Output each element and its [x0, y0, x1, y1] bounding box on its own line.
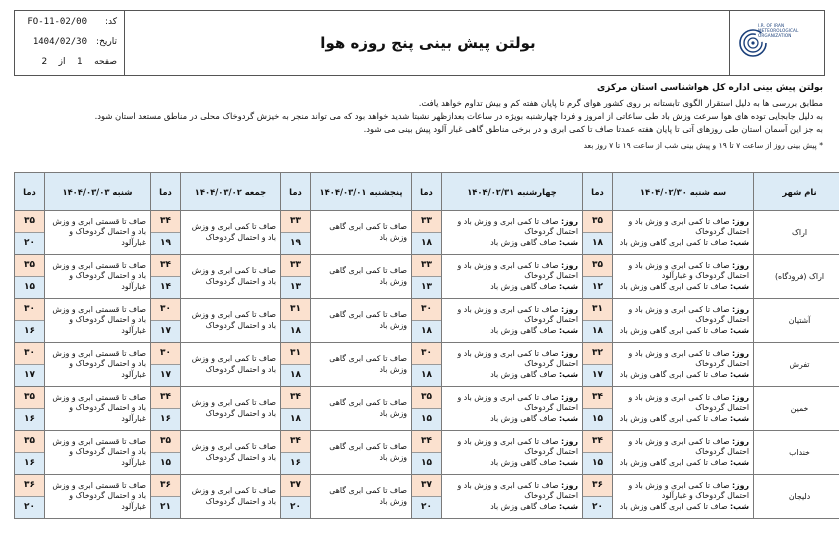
- forecast-text: صاف تا قسمتی ابری و وزش باد و احتمال گردوخاک و غبارآلود: [52, 260, 146, 291]
- code-value: FO-11-02/00: [27, 17, 87, 27]
- intro-line: به جز این آسمان استان طی روزهای آتی تا پایان هفته عمدتا صاف تا کمی ابری و در برخی مناطق گاهی غبار آلود پیش بینی می شود.: [363, 124, 823, 134]
- night-forecast: [617, 238, 749, 249]
- temperature-cell: [281, 255, 311, 299]
- day-forecast-text: صاف تا کمی ابری و وزش باد و احتمال گردوخاک: [628, 348, 749, 369]
- forecast-time-note: * پیش بینی روز از ساعت ۷ تا ۱۹ و پیش بینی شب از ساعت ۱۹ تا ۷ روز بعد: [583, 141, 823, 150]
- table-row: [15, 255, 839, 299]
- day-column-header: چهارشنبه ۱۴۰۴/۰۲/۳۱: [442, 173, 583, 211]
- min-temperature: ۱۸: [583, 321, 612, 343]
- min-temperature: ۱۶: [151, 409, 180, 431]
- night-forecast-text: صاف گاهی وزش باد: [490, 457, 557, 467]
- max-temperature: ۳۵: [151, 431, 180, 453]
- forecast-text: صاف تا قسمتی ابری و وزش باد و احتمال گردوخاک و غبارآلود: [52, 216, 146, 247]
- page-current: 1: [76, 57, 83, 67]
- forecast-description: [442, 211, 583, 255]
- bulletin-title: بولتن پیش بینی پنج روزه هوا: [320, 34, 536, 52]
- forecast-text: صاف تا قسمتی ابری و وزش باد و احتمال گردوخاک و غبارآلود: [52, 392, 146, 423]
- day-column-header: سه شنبه ۱۴۰۴/۰۲/۳۰: [613, 173, 754, 211]
- night-prefix: شب:: [729, 369, 749, 379]
- forecast-description: [442, 475, 583, 519]
- min-temperature: ۲۱: [151, 497, 180, 519]
- forecast-text: صاف تا کمی ابری و وزش باد و احتمال گردوخاک: [191, 354, 276, 374]
- day-forecast-text: صاف تا کمی ابری و وزش باد و احتمال گردوخاک: [628, 436, 749, 457]
- temp-column-header: دما: [412, 173, 442, 211]
- max-temperature: ۳۵: [15, 211, 44, 233]
- max-temperature: ۳۴: [281, 431, 310, 453]
- forecast-description: [45, 343, 151, 387]
- temperature-cell: [15, 299, 45, 343]
- max-temperature: ۳۴: [151, 255, 180, 277]
- night-prefix: شب:: [729, 237, 749, 247]
- temperature-cell: [583, 475, 613, 519]
- night-forecast: [446, 238, 578, 249]
- forecast-description: [45, 255, 151, 299]
- night-forecast-text: صاف گاهی وزش باد: [490, 237, 557, 247]
- night-forecast: [617, 370, 749, 381]
- night-prefix: شب:: [729, 325, 749, 335]
- temperature-cell: [151, 299, 181, 343]
- day-prefix: روز:: [732, 348, 749, 358]
- max-temperature: ۳۵: [15, 387, 44, 409]
- forecast-description: [311, 211, 412, 255]
- max-temperature: ۳۵: [15, 255, 44, 277]
- city-name: اراک: [754, 211, 839, 255]
- forecast-description: [442, 255, 583, 299]
- city-name: خنداب: [754, 431, 839, 475]
- max-temperature: ۳۷: [412, 475, 441, 497]
- table-row: [15, 475, 839, 519]
- day-prefix: روز:: [732, 480, 749, 490]
- night-forecast-text: صاف تا کمی ابری گاهی وزش باد: [619, 413, 728, 423]
- day-prefix: روز:: [732, 392, 749, 402]
- temperature-cell: [15, 387, 45, 431]
- day-forecast-text: صاف تا کمی ابری و وزش باد و احتمال گردوخاک: [457, 480, 578, 501]
- forecast-description: [311, 343, 412, 387]
- min-temperature: ۱۵: [412, 453, 441, 475]
- night-forecast-text: صاف گاهی وزش باد: [490, 369, 557, 379]
- day-forecast-text: صاف تا کمی ابری و وزش باد و احتمال گردوخاک: [457, 260, 578, 281]
- day-prefix: روز:: [561, 392, 578, 402]
- min-temperature: ۱۶: [281, 453, 310, 475]
- temperature-cell: [281, 387, 311, 431]
- day-forecast-text: صاف تا کمی ابری و وزش باد و احتمال گردوخاک: [457, 304, 578, 325]
- min-temperature: ۱۴: [151, 277, 180, 299]
- day-forecast: [617, 305, 749, 326]
- night-forecast: [617, 502, 749, 513]
- day-forecast: [617, 393, 749, 414]
- max-temperature: ۳۰: [15, 343, 44, 365]
- forecast-description: [311, 475, 412, 519]
- min-temperature: ۱۸: [281, 409, 310, 431]
- forecast-text: صاف تا قسمتی ابری و وزش باد و احتمال گردوخاک و غبارآلود: [52, 436, 146, 467]
- forecast-text: صاف تا کمی ابری و وزش باد و احتمال گردوخاک: [191, 310, 276, 330]
- city-column-header: نام شهر: [754, 173, 839, 211]
- temperature-cell: [583, 387, 613, 431]
- max-temperature: ۳۶: [151, 475, 180, 497]
- min-temperature: ۱۷: [583, 365, 612, 387]
- day-prefix: روز:: [732, 216, 749, 226]
- forecast-text: صاف تا کمی ابری و وزش باد و احتمال گردوخاک: [191, 398, 276, 418]
- max-temperature: ۳۴: [583, 387, 612, 409]
- min-temperature: ۱۶: [15, 453, 44, 475]
- forecast-text: صاف تا کمی ابری گاهی وزش باد: [329, 442, 407, 462]
- day-prefix: روز:: [732, 304, 749, 314]
- forecast-table-body: [15, 211, 839, 519]
- forecast-description: [181, 343, 281, 387]
- city-name: تفرش: [754, 343, 839, 387]
- table-row: [15, 387, 839, 431]
- forecast-text: صاف تا کمی ابری و وزش باد و احتمال گردوخاک: [191, 222, 276, 242]
- forecast-text: صاف تا کمی ابری و وزش باد و احتمال گردوخاک: [191, 266, 276, 286]
- night-forecast: [617, 414, 749, 425]
- min-temperature: ۱۵: [15, 277, 44, 299]
- temperature-cell: [583, 299, 613, 343]
- max-temperature: ۳۵: [583, 211, 612, 233]
- day-forecast: [446, 393, 578, 414]
- night-forecast-text: صاف تا کمی ابری گاهی وزش باد: [619, 325, 728, 335]
- night-forecast-text: صاف گاهی وزش باد: [490, 501, 557, 511]
- max-temperature: ۳۴: [583, 431, 612, 453]
- max-temperature: ۳۰: [15, 299, 44, 321]
- forecast-description: [181, 431, 281, 475]
- temp-column-header: دما: [15, 173, 45, 211]
- max-temperature: ۳۳: [281, 211, 310, 233]
- min-temperature: ۱۸: [412, 233, 441, 255]
- forecast-description: [181, 475, 281, 519]
- forecast-description: [613, 299, 754, 343]
- date-row: [15, 37, 123, 47]
- max-temperature: ۳۲: [583, 343, 612, 365]
- min-temperature: ۱۹: [281, 233, 310, 255]
- temperature-cell: [412, 343, 442, 387]
- min-temperature: ۱۲: [583, 277, 612, 299]
- day-forecast-text: صاف تا کمی ابری و وزش باد و احتمال گردوخاک: [628, 392, 749, 413]
- forecast-description: [613, 387, 754, 431]
- night-prefix: شب:: [729, 281, 749, 291]
- day-column-header: جمعه ۱۴۰۴/۰۳/۰۲: [181, 173, 281, 211]
- bulletin-header: [14, 10, 825, 76]
- night-forecast: [617, 326, 749, 337]
- night-forecast: [446, 326, 578, 337]
- day-forecast: [617, 349, 749, 370]
- date-label: تاریخ:: [96, 37, 117, 47]
- day-column-header: پنجشنبه ۱۴۰۴/۰۳/۰۱: [311, 173, 412, 211]
- forecast-description: [613, 431, 754, 475]
- temperature-cell: [281, 475, 311, 519]
- night-forecast-text: صاف تا کمی ابری گاهی وزش باد: [619, 501, 728, 511]
- day-forecast-text: صاف تا کمی ابری و وزش باد و احتمال گردوخاک: [457, 436, 578, 457]
- night-prefix: شب:: [558, 237, 578, 247]
- night-prefix: شب:: [558, 501, 578, 511]
- temperature-cell: [412, 431, 442, 475]
- day-forecast: [446, 305, 578, 326]
- max-temperature: ۳۴: [412, 431, 441, 453]
- max-temperature: ۳۳: [281, 255, 310, 277]
- day-forecast: [446, 349, 578, 370]
- min-temperature: ۱۸: [412, 321, 441, 343]
- temperature-cell: [151, 387, 181, 431]
- city-name: دلیجان: [754, 475, 839, 519]
- code-row: [15, 17, 123, 27]
- max-temperature: ۳۱: [281, 299, 310, 321]
- temperature-cell: [281, 299, 311, 343]
- forecast-description: [442, 299, 583, 343]
- forecast-description: [45, 211, 151, 255]
- day-forecast: [617, 437, 749, 458]
- page-row: [15, 57, 123, 67]
- forecast-description: [442, 431, 583, 475]
- night-forecast: [446, 414, 578, 425]
- day-forecast: [617, 261, 749, 282]
- page-label: صفحه: [94, 57, 117, 67]
- code-label: کد:: [104, 17, 117, 27]
- max-temperature: ۳۶: [15, 475, 44, 497]
- min-temperature: ۱۵: [583, 409, 612, 431]
- temperature-cell: [281, 431, 311, 475]
- day-forecast: [446, 437, 578, 458]
- forecast-description: [181, 255, 281, 299]
- temperature-cell: [412, 387, 442, 431]
- temperature-cell: [15, 255, 45, 299]
- forecast-text: صاف تا کمی ابری گاهی وزش باد: [329, 310, 407, 330]
- temperature-cell: [15, 343, 45, 387]
- forecast-text: صاف تا کمی ابری گاهی وزش باد: [329, 398, 407, 418]
- forecast-text: صاف تا کمی ابری گاهی وزش باد: [329, 486, 407, 506]
- temperature-cell: [281, 211, 311, 255]
- day-forecast: [617, 481, 749, 502]
- min-temperature: ۱۸: [281, 321, 310, 343]
- min-temperature: ۱۷: [15, 365, 44, 387]
- night-forecast-text: صاف گاهی وزش باد: [490, 281, 557, 291]
- temp-column-header: دما: [151, 173, 181, 211]
- temperature-cell: [15, 211, 45, 255]
- day-prefix: روز:: [732, 260, 749, 270]
- forecast-text: صاف تا کمی ابری و وزش باد و احتمال گردوخاک: [191, 486, 276, 506]
- min-temperature: ۱۵: [583, 453, 612, 475]
- temperature-cell: [151, 475, 181, 519]
- forecast-description: [45, 431, 151, 475]
- temperature-cell: [412, 211, 442, 255]
- min-temperature: ۱۳: [281, 277, 310, 299]
- min-temperature: ۱۳: [412, 277, 441, 299]
- min-temperature: ۲۰: [281, 497, 310, 519]
- city-name: آشتیان: [754, 299, 839, 343]
- night-prefix: شب:: [729, 501, 749, 511]
- forecast-text: صاف تا قسمتی ابری و وزش باد و احتمال گردوخاک و غبارآلود: [52, 304, 146, 335]
- temperature-cell: [15, 475, 45, 519]
- max-temperature: ۳۱: [281, 343, 310, 365]
- forecast-description: [311, 299, 412, 343]
- temperature-cell: [151, 343, 181, 387]
- table-row: [15, 431, 839, 475]
- day-prefix: روز:: [561, 304, 578, 314]
- forecast-description: [181, 299, 281, 343]
- min-temperature: ۱۶: [15, 409, 44, 431]
- day-forecast-text: صاف تا کمی ابری و وزش باد و احتمال گردوخاک: [457, 216, 578, 237]
- day-prefix: روز:: [561, 436, 578, 446]
- min-temperature: ۱۸: [281, 365, 310, 387]
- table-row: [15, 299, 839, 343]
- min-temperature: ۱۸: [412, 365, 441, 387]
- temperature-cell: [281, 343, 311, 387]
- forecast-text: صاف تا کمی ابری گاهی وزش باد: [329, 266, 407, 286]
- min-temperature: ۲۰: [412, 497, 441, 519]
- min-temperature: ۱۸: [583, 233, 612, 255]
- forecast-description: [181, 387, 281, 431]
- page-total: 2: [41, 57, 48, 67]
- max-temperature: ۳۰: [151, 299, 180, 321]
- temperature-cell: [412, 299, 442, 343]
- forecast-description: [45, 475, 151, 519]
- max-temperature: ۳۶: [583, 475, 612, 497]
- max-temperature: ۳۵: [412, 387, 441, 409]
- night-forecast: [446, 282, 578, 293]
- city-name: خمین: [754, 387, 839, 431]
- forecast-description: [613, 255, 754, 299]
- temperature-cell: [583, 211, 613, 255]
- temperature-cell: [151, 431, 181, 475]
- night-forecast: [617, 458, 749, 469]
- day-forecast-text: صاف تا کمی ابری و وزش باد و احتمال گردوخاک: [457, 348, 578, 369]
- max-temperature: ۳۴: [151, 211, 180, 233]
- temp-column-header: دما: [583, 173, 613, 211]
- forecast-description: [45, 299, 151, 343]
- forecast-text: صاف تا قسمتی ابری و وزش باد و احتمال گردوخاک و غبارآلود: [52, 480, 146, 511]
- forecast-description: [613, 475, 754, 519]
- max-temperature: ۳۵: [583, 255, 612, 277]
- forecast-description: [311, 255, 412, 299]
- night-prefix: شب:: [558, 281, 578, 291]
- temperature-cell: [15, 431, 45, 475]
- night-forecast-text: صاف تا کمی ابری گاهی وزش باد: [619, 237, 728, 247]
- logo-cell: [729, 11, 824, 75]
- date-value: 1404/02/30: [32, 37, 87, 47]
- max-temperature: ۳۰: [151, 343, 180, 365]
- max-temperature: ۳۵: [15, 431, 44, 453]
- night-forecast: [446, 370, 578, 381]
- temperature-cell: [583, 343, 613, 387]
- night-prefix: شب:: [558, 457, 578, 467]
- forecast-text: صاف تا کمی ابری و وزش باد و احتمال گردوخاک: [191, 442, 276, 462]
- day-forecast-text: صاف تا کمی ابری و وزش باد و احتمال گردوخاک و غبارآلود: [628, 480, 749, 501]
- min-temperature: ۱۵: [151, 453, 180, 475]
- max-temperature: ۳۳: [412, 255, 441, 277]
- min-temperature: ۱۹: [151, 233, 180, 255]
- day-forecast: [446, 261, 578, 282]
- forecast-description: [311, 387, 412, 431]
- night-forecast: [446, 502, 578, 513]
- intro-line: به دلیل جابجایی توده های هوا سرعت وزش باد طی ساعاتی از امروز و فردا چهارشنبه بویژه در ساعات بعدازظهر نشبتا شدید خواهد بود که می تواند منجر به خیزش گردوخاک محلی در مناطق مستعد استان شود.: [94, 111, 823, 121]
- night-forecast-text: صاف تا کمی ابری گاهی وزش باد: [619, 457, 728, 467]
- intro-line: مطابق بررسی ها به دلیل استقرار الگوی تابستانه بر روی کشور هوای گرم تا پایان هفته کم و بیش تداوم خواهد یافت.: [418, 98, 823, 108]
- forecast-table: [14, 172, 839, 519]
- day-prefix: روز:: [561, 480, 578, 490]
- day-forecast-text: صاف تا کمی ابری و وزش باد و احتمال گردوخاک: [457, 392, 578, 413]
- min-temperature: ۲۰: [15, 497, 44, 519]
- night-prefix: شب:: [558, 413, 578, 423]
- night-forecast: [446, 458, 578, 469]
- day-forecast: [446, 217, 578, 238]
- logo-text: I.R. OF IRAN METEOROLOGICAL ORGANIZATION: [758, 23, 799, 38]
- day-forecast-text: صاف تا کمی ابری و وزش باد و احتمال گردوخاک: [628, 216, 749, 237]
- forecast-description: [311, 431, 412, 475]
- day-forecast-text: صاف تا کمی ابری و وزش باد و احتمال گردوخاک و غبارآلود: [628, 260, 749, 281]
- max-temperature: ۳۴: [151, 387, 180, 409]
- temperature-cell: [583, 255, 613, 299]
- min-temperature: ۱۵: [412, 409, 441, 431]
- table-row: [15, 343, 839, 387]
- max-temperature: ۳۴: [281, 387, 310, 409]
- temp-column-header: دما: [281, 173, 311, 211]
- day-prefix: روز:: [561, 348, 578, 358]
- city-name: اراک (فرودگاه): [754, 255, 839, 299]
- temperature-cell: [151, 211, 181, 255]
- page-of: از: [58, 57, 66, 67]
- night-forecast-text: صاف تا کمی ابری گاهی وزش باد: [619, 281, 728, 291]
- night-forecast-text: صاف گاهی وزش باد: [490, 325, 557, 335]
- night-forecast: [617, 282, 749, 293]
- forecast-description: [45, 387, 151, 431]
- intro-section: [23, 82, 823, 152]
- day-forecast-text: صاف تا کمی ابری و وزش باد و احتمال گردوخاک: [628, 304, 749, 325]
- intro-heading: بولتن پیش بینی اداره کل هواشناسی استان مرکزی: [596, 83, 823, 93]
- temperature-cell: [151, 255, 181, 299]
- min-temperature: ۱۷: [151, 365, 180, 387]
- forecast-description: [442, 387, 583, 431]
- document-info: [15, 11, 125, 75]
- forecast-description: [613, 211, 754, 255]
- min-temperature: ۲۰: [15, 233, 44, 255]
- forecast-text: صاف تا قسمتی ابری و وزش باد و احتمال گردوخاک و غبارآلود: [52, 348, 146, 379]
- forecast-description: [181, 211, 281, 255]
- day-forecast: [446, 481, 578, 502]
- day-prefix: روز:: [561, 216, 578, 226]
- night-prefix: شب:: [558, 369, 578, 379]
- day-column-header: شنبه ۱۴۰۴/۰۳/۰۳: [45, 173, 151, 211]
- night-prefix: شب:: [729, 413, 749, 423]
- max-temperature: ۳۰: [412, 343, 441, 365]
- min-temperature: ۱۶: [15, 321, 44, 343]
- table-row: [15, 211, 839, 255]
- day-forecast: [617, 217, 749, 238]
- max-temperature: ۳۳: [412, 211, 441, 233]
- max-temperature: ۳۰: [412, 299, 441, 321]
- forecast-description: [442, 343, 583, 387]
- night-prefix: شب:: [729, 457, 749, 467]
- night-forecast-text: صاف تا کمی ابری گاهی وزش باد: [619, 369, 728, 379]
- night-prefix: شب:: [558, 325, 578, 335]
- temperature-cell: [412, 255, 442, 299]
- max-temperature: ۳۷: [281, 475, 310, 497]
- temperature-cell: [412, 475, 442, 519]
- forecast-text: صاف تا کمی ابری گاهی وزش باد: [329, 354, 407, 374]
- min-temperature: ۱۷: [151, 321, 180, 343]
- table-header-row: [15, 173, 839, 211]
- temperature-cell: [583, 431, 613, 475]
- night-forecast-text: صاف گاهی وزش باد: [490, 413, 557, 423]
- forecast-text: صاف تا کمی ابری گاهی وزش باد: [329, 222, 407, 242]
- forecast-description: [613, 343, 754, 387]
- max-temperature: ۳۱: [583, 299, 612, 321]
- day-prefix: روز:: [732, 436, 749, 446]
- min-temperature: ۲۰: [583, 497, 612, 519]
- day-prefix: روز:: [561, 260, 578, 270]
